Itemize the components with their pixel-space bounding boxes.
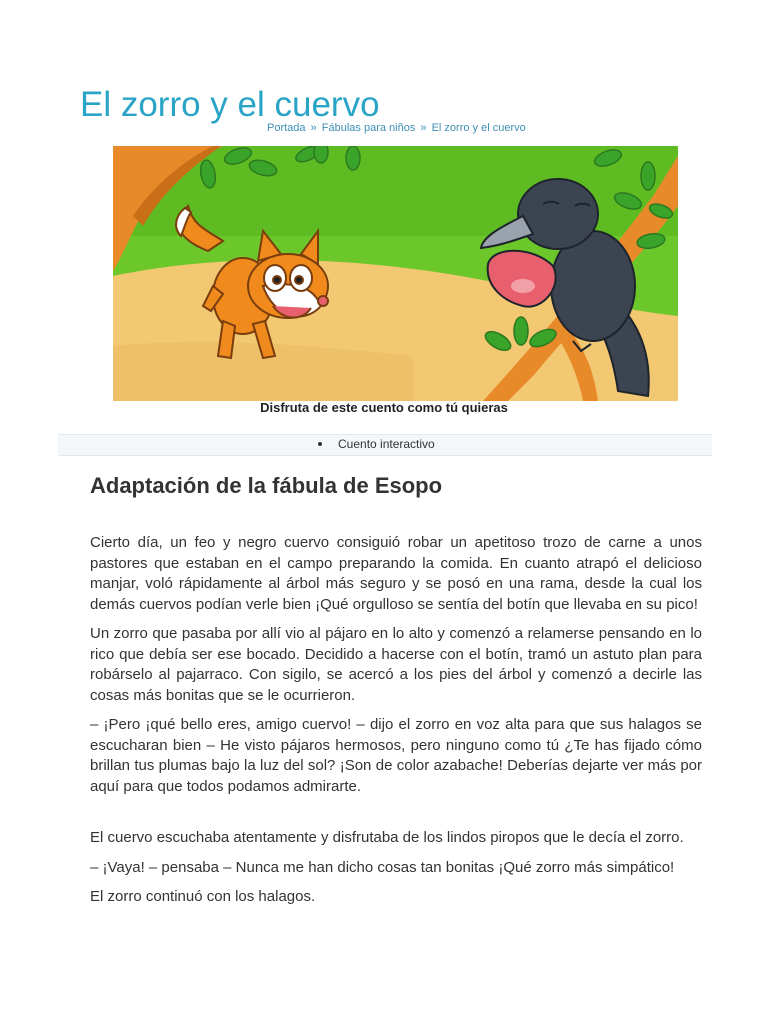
story-paragraph: El cuervo escuchaba atentamente y disfrutaba de los lindos piropos que le decía el zorro.: [90, 829, 684, 846]
fox-and-crow-scene: [113, 146, 678, 401]
fable-illustration: [113, 146, 678, 401]
story-paragraph: – ¡Pero ¡qué bello eres, amigo cuervo! – dijo el zorro en voz alta para que sus halagos se escucharan bien – He visto pájaros hermosos, pero ninguno como tú ¿Te has fijado cómo brillan tus plumas bajo la luz del sol? ¡Son de color azabache! Deberías dejarte ver más por aquí para que todos podamos admirarte.: [90, 716, 702, 795]
breadcrumb-separator: »: [310, 122, 317, 134]
content-nav-bar: [58, 434, 712, 456]
section-title: Adaptación de la fábula de Esopo: [90, 473, 443, 498]
bullet-icon: [318, 442, 322, 446]
breadcrumb: [267, 122, 526, 134]
story-paragraph: El zorro continuó con los halagos.: [90, 888, 316, 905]
story-paragraph: Cierto día, un feo y negro cuervo consiguió robar un apetitoso trozo de carne a unos pastores que estaban en el campo preparando la comida. En cuanto atrapó el delicioso manjar, voló rápidamente al árbol más seguro y se posó en una rama, desde la cual los demás cuervos podían verle bien ¡Qué orgulloso se sentía del botín que llevaba en su pico!: [90, 534, 702, 613]
nav-item-cuento-interactivo[interactable]: [318, 437, 435, 451]
nav-item-label: Cuento interactivo: [338, 437, 435, 451]
image-caption: Disfruta de este cuento como tú quieras: [260, 400, 508, 415]
story-paragraph: – ¡Vaya! – pensaba – Nunca me han dicho cosas tan bonitas ¡Qué zorro más simpático!: [90, 858, 675, 876]
breadcrumb-link-fabulas[interactable]: Fábulas para niños: [321, 122, 416, 134]
page-title: El zorro y el cuervo: [80, 85, 380, 124]
paragraph-gap: [90, 806, 702, 828]
breadcrumb-separator: »: [420, 122, 427, 134]
story-paragraph: Un zorro que pasaba por allí vio al pájaro en lo alto y comenzó a relamerse pensando en lo rico que debía ser ese bocado. Decidido a hacerse con el botín, tramó un astuto plan para robárselo al pajarraco. Con sigilo, se acercó a los pies del árbol y comenzó a decirle las cosas más bonitas que se le ocurrieron.: [90, 625, 702, 704]
breadcrumb-link-current[interactable]: El zorro y el cuervo: [431, 122, 526, 134]
breadcrumb-link-portada[interactable]: Portada: [267, 122, 306, 134]
story-text: [90, 533, 702, 917]
